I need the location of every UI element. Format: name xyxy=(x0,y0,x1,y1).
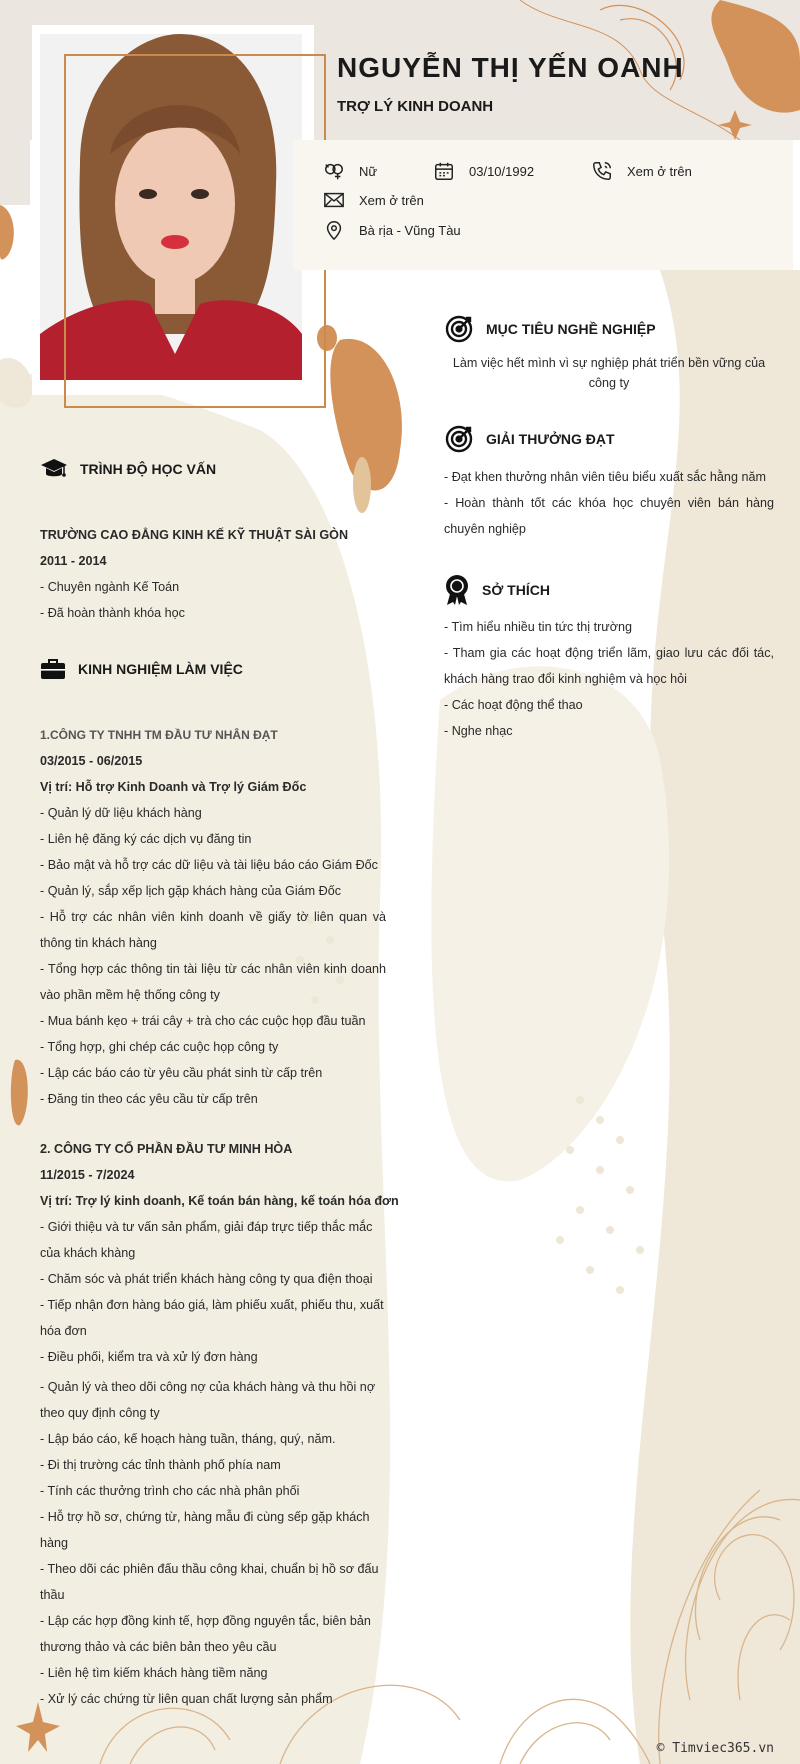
job-duty: - Liên hệ tìm kiếm khách hàng tiềm năng xyxy=(40,1666,268,1680)
objective-heading-label: MỤC TIÊU NGHỀ NGHIỆP xyxy=(486,321,656,337)
hobby-item: - Các hoạt động thể thao xyxy=(444,698,583,712)
job-title: TRỢ LÝ KINH DOANH xyxy=(337,98,494,115)
job-duty: - Lập báo cáo, kế hoạch hàng tuần, tháng, quý, năm. xyxy=(40,1432,336,1446)
briefcase-icon xyxy=(40,658,66,680)
education-detail: - Đã hoàn thành khóa học xyxy=(40,606,185,620)
dob-value: 03/10/1992 xyxy=(469,163,535,179)
job-period: 03/2015 - 06/2015 xyxy=(40,754,143,768)
info-dob xyxy=(433,160,534,182)
address-value: Bà rịa - Vũng Tàu xyxy=(359,222,461,238)
info-address xyxy=(323,219,461,241)
target-icon xyxy=(444,424,474,454)
job-duty: - Liên hệ đăng ký các dịch vụ đăng tin xyxy=(40,832,252,846)
job-duty: - Đi thị trường các tỉnh thành phố phía nam xyxy=(40,1458,281,1472)
objective-text: Làm việc hết mình vì sự nghiệp phát triển bền vững của công ty xyxy=(452,356,766,390)
phone-icon xyxy=(591,160,613,182)
info-phone xyxy=(591,160,692,182)
job-duty: - Tổng hợp, ghi chép các cuộc họp công ty xyxy=(40,1040,279,1054)
personal-info-panel xyxy=(293,140,793,270)
job-duty: - Bảo mật và hỗ trợ các dữ liệu và tài liệu báo cáo Giám Đốc xyxy=(40,858,378,872)
job-duty: - Theo dõi các phiên đấu thầu công khai, chuẩn bị hồ sơ đấu thầu xyxy=(40,1562,379,1602)
job-duty: - Điều phối, kiểm tra và xử lý đơn hàng xyxy=(40,1350,258,1364)
awards-heading xyxy=(444,424,615,454)
job-duty: - Tổng hợp các thông tin tài liệu từ các nhân viên kinh doanh vào phần mềm hệ thống công ty xyxy=(40,962,386,1002)
education-detail: - Chuyên ngành Kế Toán xyxy=(40,580,180,594)
gender-icon xyxy=(323,160,345,182)
photo-frame xyxy=(64,54,326,408)
school-name: TRƯỜNG CAO ĐẲNG KINH KẾ KỸ THUẬT SÀI GÒN xyxy=(40,528,349,542)
target-icon xyxy=(444,314,474,344)
awards-heading-label: GIẢI THƯỞNG ĐẠT xyxy=(486,431,615,447)
company-name: 2. CÔNG TY CỔ PHẦN ĐẦU TƯ MINH HÒA xyxy=(40,1142,293,1156)
job-duty: - Xử lý các chứng từ liên quan chất lượng sản phẩm xyxy=(40,1692,333,1706)
experience-heading-label: KINH NGHIỆM LÀM VIỆC xyxy=(78,661,243,677)
candidate-name: NGUYỄN THỊ YẾN OANH xyxy=(337,52,684,83)
job-duty: - Tính các thưởng trình cho các nhà phân phối xyxy=(40,1484,300,1498)
education-period: 2011 - 2014 xyxy=(40,554,107,568)
hobby-item: - Tham gia các hoạt động triển lãm, giao lưu các đối tác, khách hàng trao đổi kinh nghiệm và học hỏi xyxy=(444,646,774,686)
hobbies-heading xyxy=(444,574,550,606)
hobby-item: - Tìm hiểu nhiều tin tức thị trường xyxy=(444,620,632,634)
footer-watermark: © Timviec365.vn xyxy=(656,1741,774,1756)
experience-block-1 xyxy=(40,722,386,1112)
location-pin-icon xyxy=(323,219,345,241)
job-duty: - Hỗ trợ các nhân viên kinh doanh về giấy tờ liên quan và thông tin khách hàng xyxy=(40,910,386,950)
job-duty: - Quản lý dữ liệu khách hàng xyxy=(40,806,202,820)
job-position: Vị trí: Trợ lý kinh doanh, Kế toán bán hàng, kế toán hóa đơn xyxy=(40,1194,399,1208)
job-duty: - Đăng tin theo các yêu cầu từ cấp trên xyxy=(40,1092,258,1106)
job-period: 11/2015 - 7/2024 xyxy=(40,1168,135,1182)
experience-heading xyxy=(40,658,243,680)
job-duty: - Giới thiệu và tư vấn sản phẩm, giải đáp trực tiếp thắc mắc của khách khàng xyxy=(40,1220,373,1260)
hobby-item: - Nghe nhạc xyxy=(444,724,513,738)
calendar-icon xyxy=(433,160,455,182)
medal-icon xyxy=(444,574,470,606)
awards-list xyxy=(444,464,774,542)
job-duty: - Lập các báo cáo từ yêu cầu phát sinh từ cấp trên xyxy=(40,1066,323,1080)
education-heading xyxy=(40,458,216,480)
job-duty: - Mua bánh kẹo + trái cây + trà cho các cuộc họp đầu tuần xyxy=(40,1014,366,1028)
job-duty: - Lập các hợp đồng kinh tế, hợp đồng nguyên tắc, biên bản thương thảo và các biên bản theo yêu cầu xyxy=(40,1614,371,1654)
job-duty: - Quản lý, sắp xếp lịch gặp khách hàng của Giám Đốc xyxy=(40,884,342,898)
education-heading-label: TRÌNH ĐỘ HỌC VẤN xyxy=(80,461,217,477)
experience-block-2 xyxy=(40,1136,399,1712)
hobbies-list xyxy=(444,614,774,744)
company-name: 1.CÔNG TY TNHH TM ĐẦU TƯ NHÂN ĐẠT xyxy=(40,728,278,742)
job-duty: - Tiếp nhận đơn hàng báo giá, làm phiếu xuất, phiếu thu, xuất hóa đơn xyxy=(40,1298,384,1338)
education-block xyxy=(40,522,386,626)
job-duty: - Chăm sóc và phát triển khách hàng công ty qua điện thoại xyxy=(40,1272,373,1286)
job-duty: - Quản lý và theo dõi công nợ của khách hàng và thu hồi nợ theo quy định công ty xyxy=(40,1380,376,1420)
job-position: Vị trí: Hỗ trợ Kinh Doanh và Trợ lý Giám Đốc xyxy=(40,780,307,794)
email-icon xyxy=(323,189,345,211)
graduation-cap-icon xyxy=(40,458,68,480)
objective-heading xyxy=(444,314,656,344)
award-item: - Hoàn thành tốt các khóa học chuyên viên bán hàng chuyên nghiệp xyxy=(444,496,774,536)
gender-value: Nữ xyxy=(359,163,378,179)
award-item: - Đạt khen thưởng nhân viên tiêu biểu xuất sắc hằng năm xyxy=(444,470,766,484)
phone-value: Xem ở trên xyxy=(627,163,692,179)
info-email xyxy=(323,189,424,211)
job-duty: - Hỗ trợ hồ sơ, chứng từ, hàng mẫu đi cùng sếp gặp khách hàng xyxy=(40,1510,370,1550)
email-value: Xem ở trên xyxy=(359,192,424,208)
hobbies-heading-label: SỞ THÍCH xyxy=(482,582,550,598)
info-gender xyxy=(323,160,377,182)
